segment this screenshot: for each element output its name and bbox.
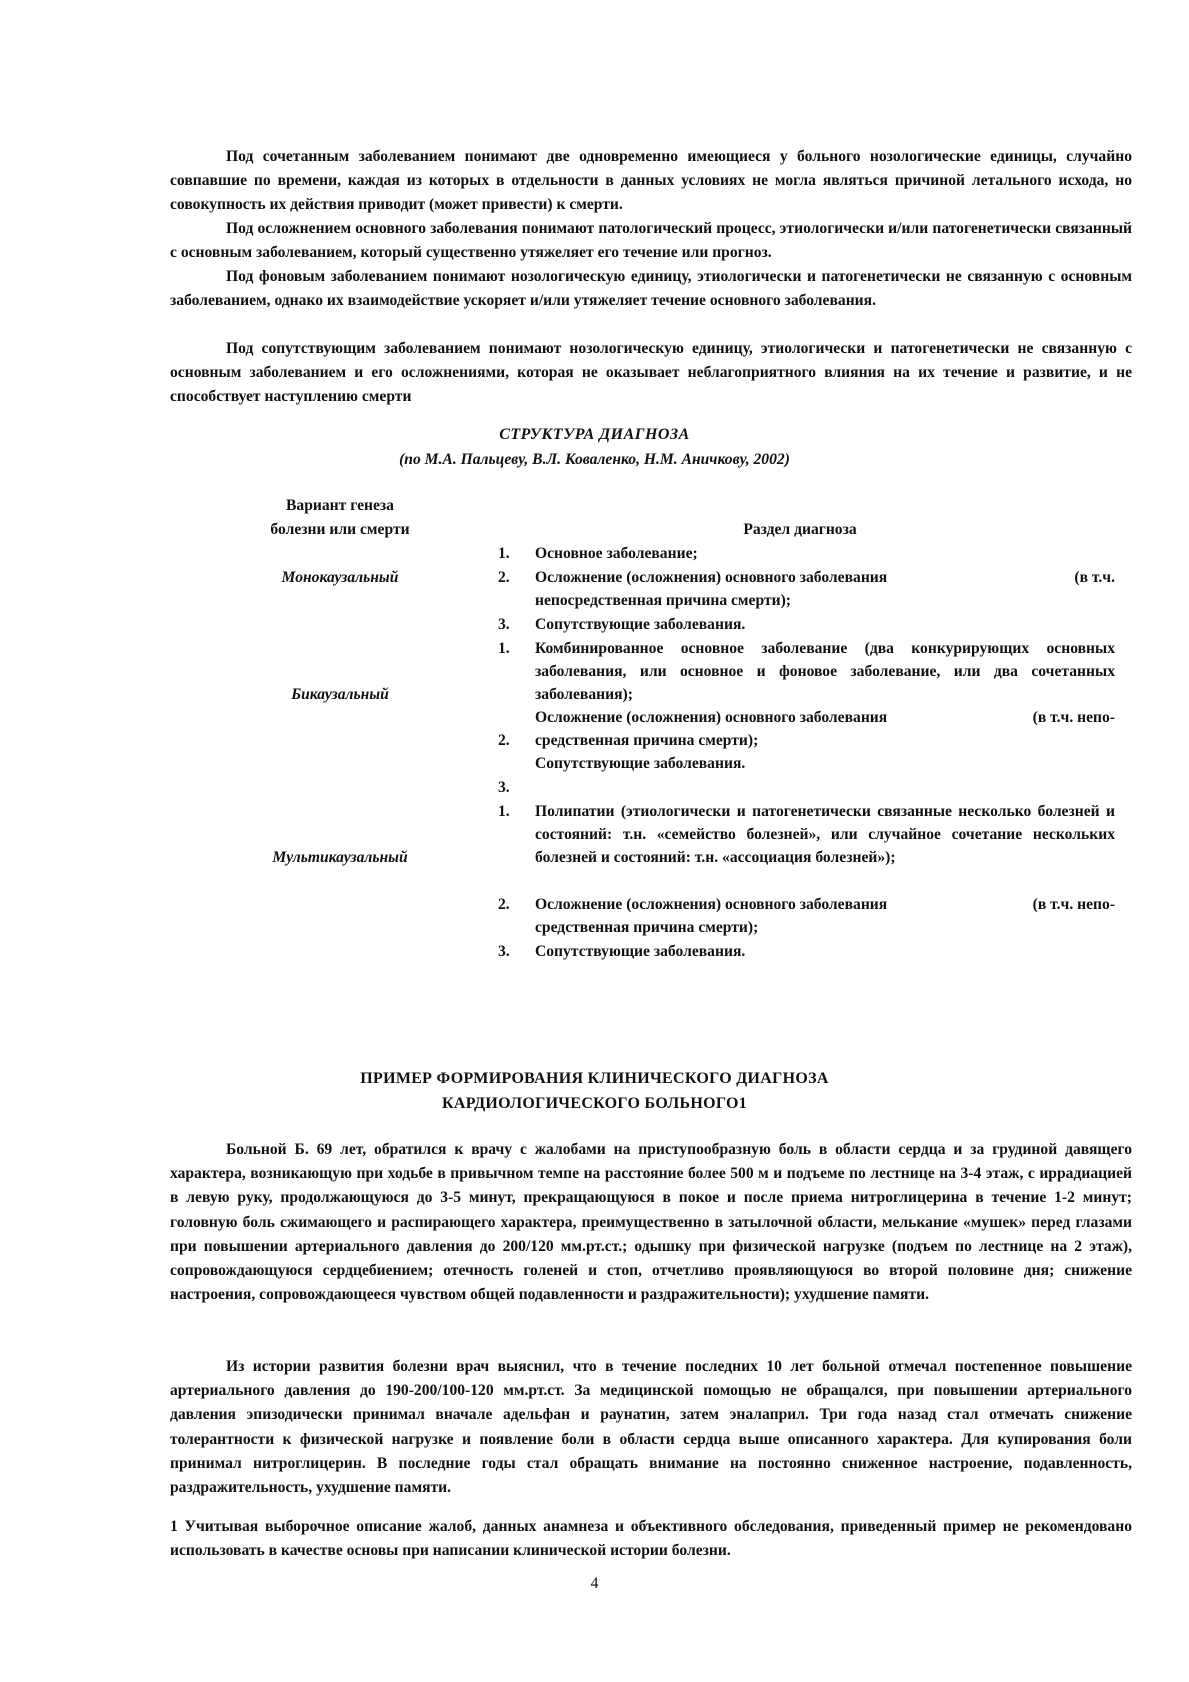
multi-item-1: Полипатии (этиологически и патогенетически связанные несколько болезней и состояний: т.н. «семейство болезней», или случайное сочетание нескольких болезней и состояний: т.н. «ассоциация болезней»); [535,803,1115,866]
page-number: 4 [590,1575,599,1592]
definition-concomitant: Под сопутствующим заболеванием понимают нозологическую единицу, этиологически и патогенетически не связанную с основным заболеванием и его осложнениями, которая не оказывает неблагоприятного влияния на их течение и развитие, и не способствует наступлению смерти [170,340,1132,406]
multi-number-3: 3. [498,943,510,960]
bi-item-2-line1 [535,706,1115,729]
mono-item-1-text: Основное заболевание; [535,545,698,562]
multi-item-2-line2 [535,916,1115,939]
mono-item-2-line2 [535,589,1115,612]
example-title-line1: ПРИМЕР ФОРМИРОВАНИЯ КЛИНИЧЕСКОГО ДИАГНОЗА [360,1070,829,1087]
bi-item-2-tail: (в т.ч. непо- [1032,709,1115,726]
footnote: 1 Учитывая выборочное описание жалоб, данных анамнеза и объективного обследования, приведенный пример не рекомендовано использовать в качестве основы при написании клинической истории болезни. [170,1518,1132,1559]
bi-number-2: 2. [498,732,510,749]
mono-number-1: 1. [498,545,510,562]
multi-item-3-text: Сопутствующие заболевания. [535,943,746,960]
mono-number-2: 2. [498,569,510,586]
multi-item-3 [535,940,1115,963]
multi-item-2-line1 [535,893,1115,916]
example-complaints-paragraph: Больной Б. 69 лет, обратился к врачу с жалобами на приступообразную боль в области сердца и за грудиной давящего характера, возникающую при ходьбе в привычном темпе на расстояние более 500 м и подъеме по лестнице на 3-4 этаж, с иррадиацией в левую руку, продолжающуюся до 3-5 минут, прекращающуюся в покое и после приема нитроглицерина в течение 1-2 минут; головную боль сжимающего и распирающего характера, преимущественно в затылочной области, мелькание «мушек» перед глазами при повышении артериального давления до 200/120 мм.рт.ст.; одышку при физической нагрузке (подъем по лестнице на 2 этаж), сопровождающуюся сердцебиением; отечность голеней и стоп, отчетливо проявляющуюся во второй половине дня; снижение настроения, сопровождающееся чувством общей подавленности и раздражительности); ухудшение памяти. [170,1141,1132,1304]
bi-item-2-text: Осложнение (осложнения) основного заболевания [535,709,888,726]
structure-subtitle: (по М.А. Пальцеву, В.Л. Коваленко, Н.М. Аничкову, 2002) [399,451,790,468]
definition-combined: Под сочетанным заболеванием понимают две одновременно имеющиеся у больного нозологические единицы, случайно совпавшие по времени, каждая из которых в отдельности в данных условиях не могла являться причиной летального исхода, но совокупность их действия приводит (может привести) к смерти. [170,148,1132,214]
mono-number-3: 3. [498,616,510,633]
bi-number-1: 1. [498,640,510,657]
multi-item-2-text: Осложнение (осложнения) основного заболевания [535,896,888,913]
bi-number-3: 3. [498,779,510,796]
column-header-variant-line2: болезни или смерти [270,521,410,538]
mono-item-2-tail: (в т.ч. [1074,569,1115,586]
column-header-variant [200,494,480,542]
bi-item-2-line2 [535,729,1115,752]
variant-bicausal: Бикаузальный [291,686,389,703]
mono-item-2-line1 [535,566,1115,589]
example-title-line2: КАРДИОЛОГИЧЕСКОГО БОЛЬНОГО1 [442,1095,747,1112]
structure-title: СТРУКТУРА ДИАГНОЗА [499,426,690,443]
mono-item-1 [535,542,1115,565]
bi-item-3 [535,752,1115,775]
mono-item-2-text: Осложнение (осложнения) основного заболевания [535,569,888,586]
multi-number-1: 1. [498,803,510,820]
column-header-variant-line1: Вариант генеза [286,497,394,514]
bi-item-2-cont: средственная причина смерти); [535,732,759,749]
variant-monocausal: Монокаузальный [281,569,399,586]
multi-number-2: 2. [498,896,510,913]
definition-complication: Под осложнением основного заболевания понимают патологический процесс, этиологически и/или патогенетически связанный с основным заболеванием, который существенно утяжеляет его течение или прогноз. [170,220,1132,262]
mono-item-3 [535,613,1115,636]
definition-background: Под фоновым заболеванием понимают нозологическую единицу, этиологически и патогенетически не связанную с основным заболеванием, однако их взаимодействие ускоряет и/или утяжеляет течение основного заболевания. [170,268,1132,310]
multi-item-2-cont: средственная причина смерти); [535,919,759,936]
mono-item-2-cont: непосредственная причина смерти); [535,592,791,609]
example-history-paragraph: Из истории развития болезни врач выяснил, что в течение последних 10 лет больной отмечал постепенное повышение артериального давления до 190-200/100-120 мм.рт.ст. За медицинской помощью не обращался, при повышении артериального давления эпизодически принимал вначале адельфан и раунатин, затем эналаприл. Три года назад стал отмечать снижение толерантности к физической нагрузке и появление боли в области сердца выше описанного характера. Для купирования боли принимал нитроглицерин. В последние годы стал обращать внимание на постоянно сниженное настроение, подавленность, раздражительность, ухудшение памяти. [170,1358,1132,1497]
bi-item-1: Комбинированное основное заболевание (два конкурирующих основных заболевания, или основное и фоновое заболевание, или два сочетанных заболевания); [535,640,1115,703]
multi-item-2-tail: (в т.ч. непо- [1032,896,1115,913]
bi-item-3-text: Сопутствующие заболевания. [535,755,746,772]
column-header-section: Раздел диагноза [743,521,857,538]
mono-item-3-text: Сопутствующие заболевания. [535,616,746,633]
variant-multicausal: Мультикаузальный [272,849,408,866]
